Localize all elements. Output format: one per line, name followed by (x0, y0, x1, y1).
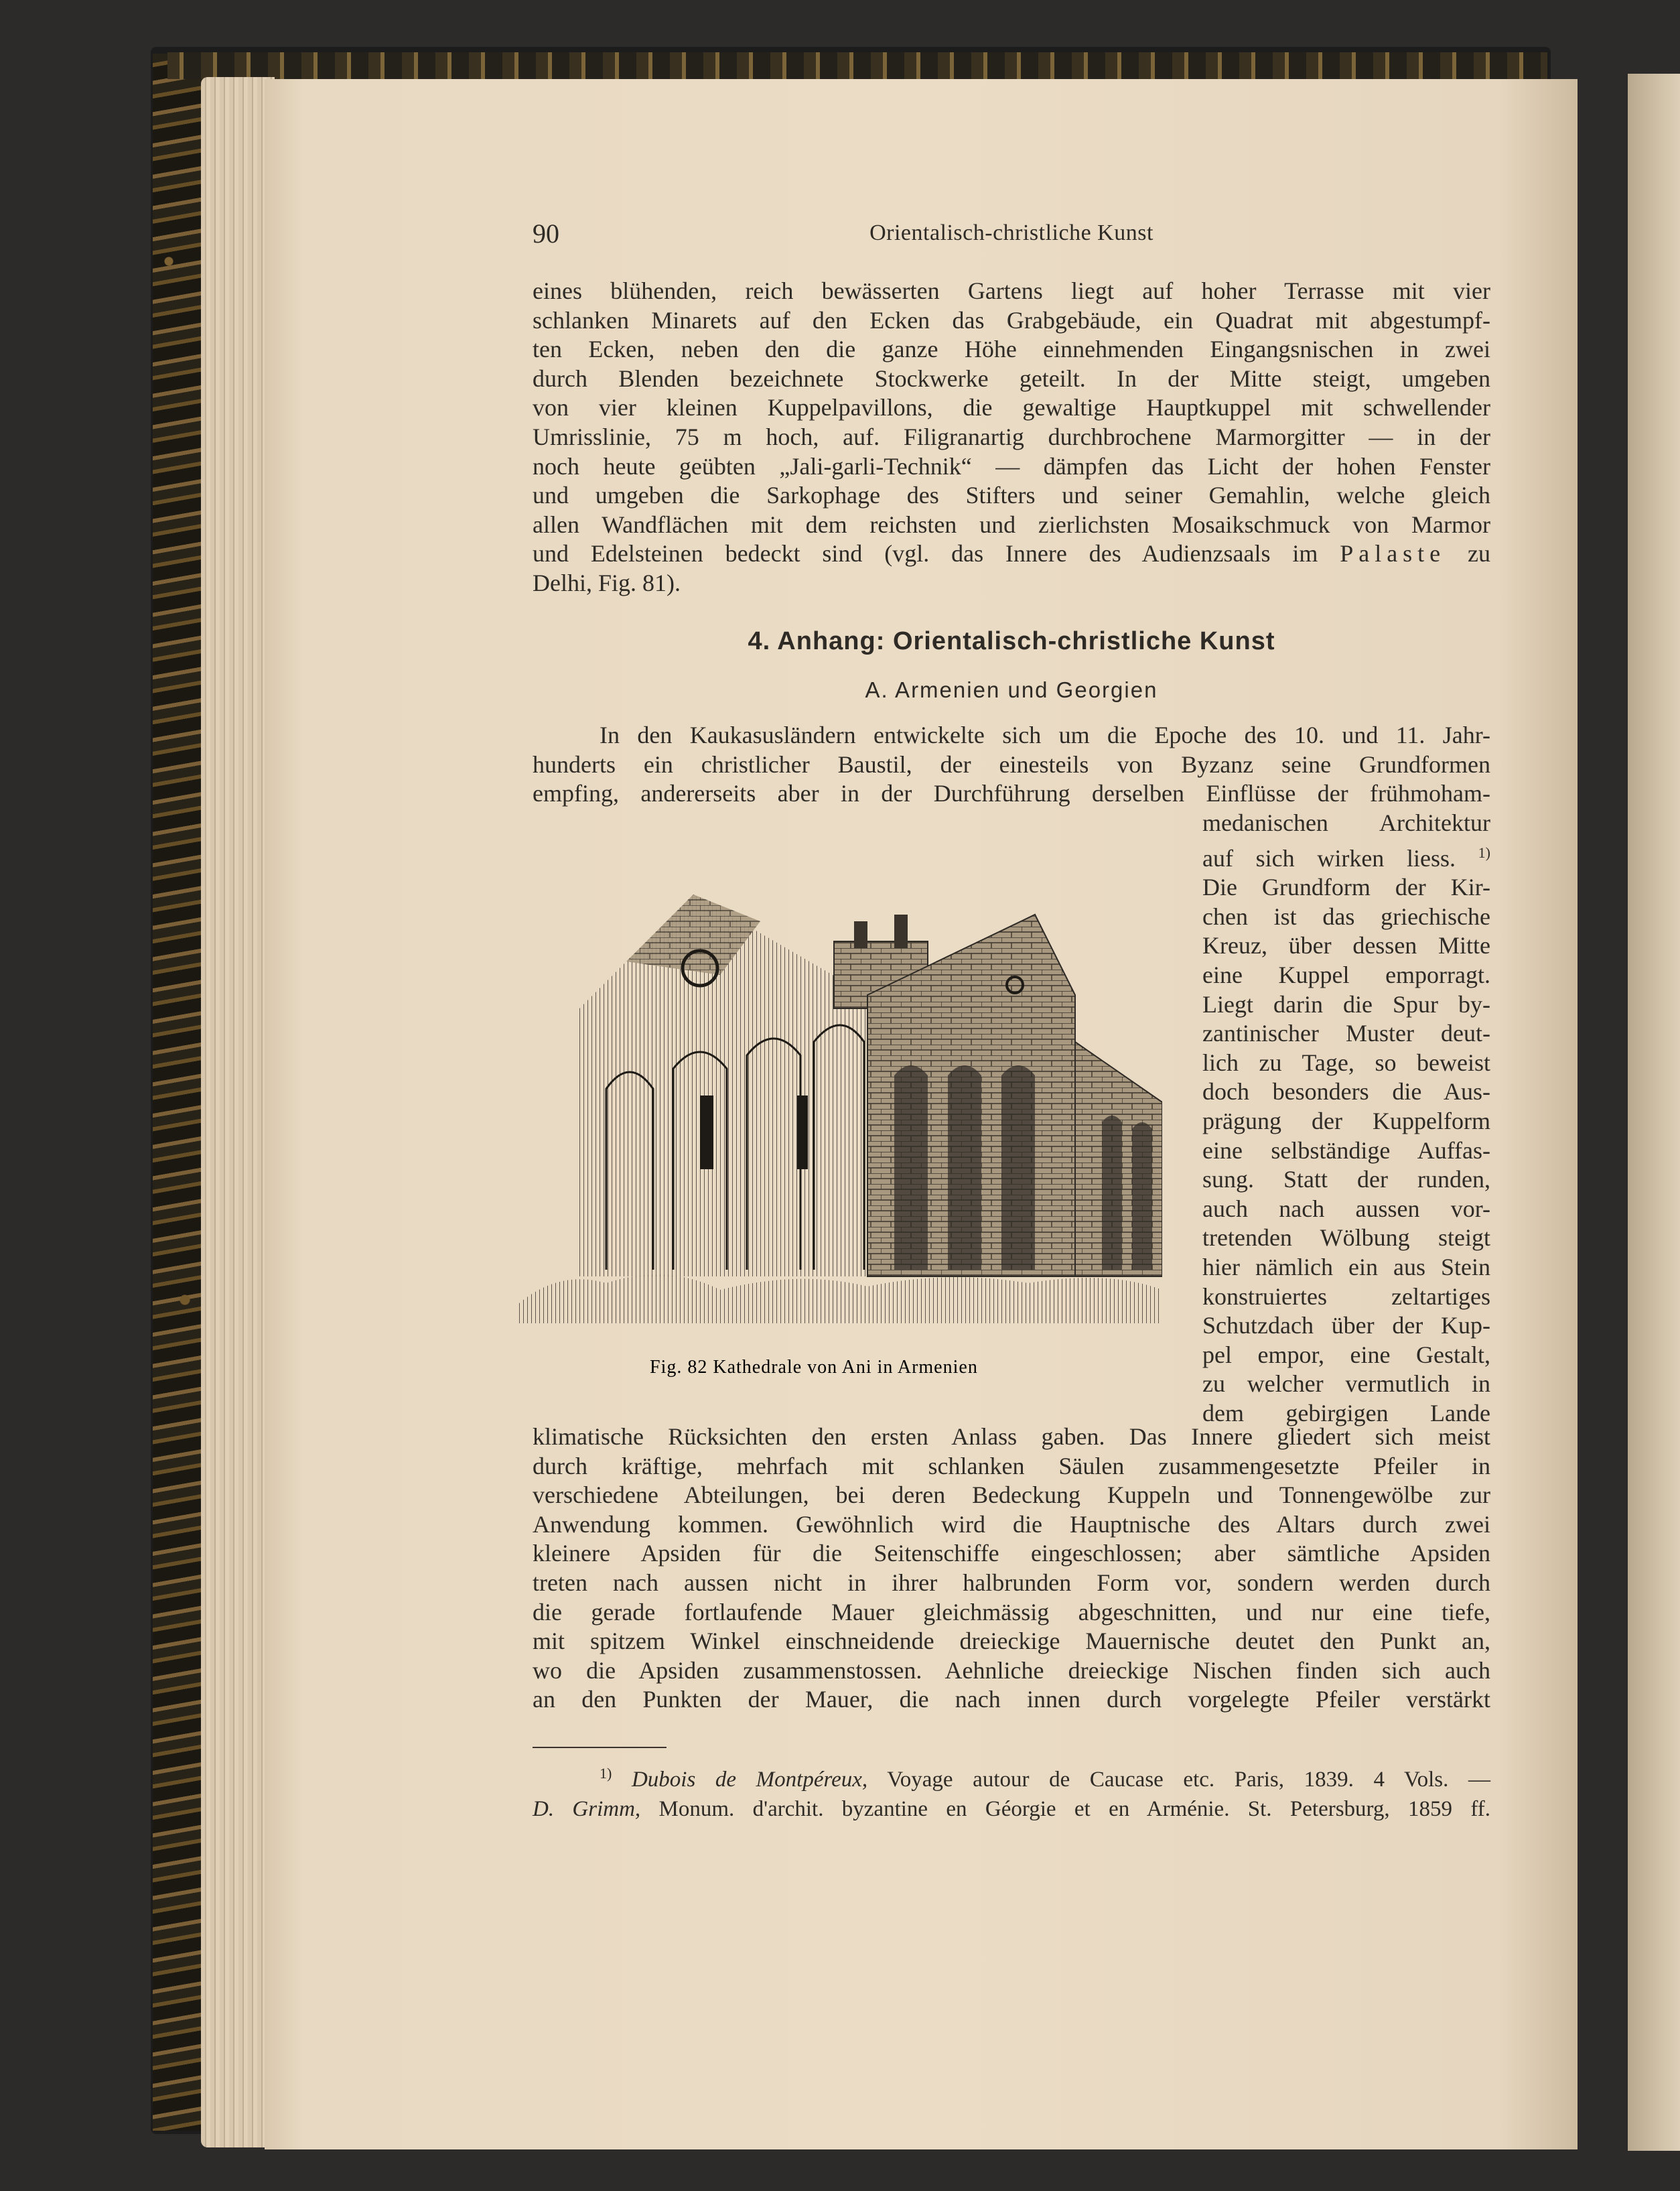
figure-caption: Fig. 82 Kathedrale von Ani in Armenien (650, 1357, 978, 1378)
text-line: Delhi, Fig. 81). (533, 569, 681, 596)
text-line: noch heute geübten „Jali-garli-Technik“ — dämpfen das Licht der hohen Fenster (533, 452, 1490, 480)
text-fragment: Schutzdach über der Kup- (1202, 1312, 1490, 1339)
text-line (1202, 1195, 1490, 1224)
text-line: ten Ecken, neben den die ganze Höhe einnehmenden Eingangsnischen in zwei (533, 336, 1490, 363)
text-line (1202, 1077, 1490, 1107)
text-line: treten nach aussen nicht in ihrer halbrunden Form vor, sondern werden durch (533, 1569, 1490, 1596)
paragraph-2-column (1202, 809, 1490, 1428)
text-line: kleinere Apsiden für die Seitenschiffe eingeschlossen; aber sämtliche Apsiden (533, 1540, 1490, 1567)
text-fragment: auf sich wirken liess. (1202, 844, 1456, 872)
text-line: In den Kaukasusländern entwickelte sich um die Epoche des 10. und 11. Jahr- (600, 722, 1490, 748)
paragraph-1 (533, 277, 1490, 598)
text-line (1202, 903, 1490, 932)
text-line: hunderts ein christlicher Baustil, der einesteils von Byzanz seine Grundformen (533, 750, 1490, 778)
text-line: wo die Apsiden zusammenstossen. Aehnliche dreieckige Nischen finden sich auch (533, 1656, 1490, 1684)
text-line (1202, 809, 1490, 838)
text-line (1202, 1370, 1490, 1399)
text-line (533, 539, 1490, 569)
facing-page-edge (1628, 74, 1680, 2151)
text-line: eines blühenden, reich bewässerten Gartens liegt auf hoher Terrasse mit vier (533, 277, 1490, 304)
text-line: empfing, andererseits aber in der Durchführung derselben Einflüsse der frühmoham- (533, 780, 1490, 807)
text-fragment: medanischen Architektur (1202, 809, 1490, 836)
text-line: an den Punkten der Mauer, die nach innen durch vorgelegte Pfeiler verstärkt (533, 1686, 1490, 1713)
text-line: die gerade fortlaufende Mauer gleichmässig abgeschnitten, und nur eine tiefe, (533, 1598, 1490, 1625)
text-line: und umgeben die Sarkophage des Stifters und seiner Gemahlin, welche gleich (533, 482, 1490, 509)
text-line (1202, 961, 1490, 990)
text-fragment: eine selbständige Auffas- (1202, 1136, 1490, 1164)
text-fragment: Liegt darin die Spur by- (1202, 990, 1490, 1018)
text-fragment: doch besonders die Aus- (1202, 1078, 1490, 1106)
text-line (1202, 1019, 1490, 1049)
text-line (1202, 1107, 1490, 1136)
footnote-text-1: Voyage autour de Caucase etc. Paris, 1839. 4 Vols. — (887, 1768, 1490, 1792)
text-line (1202, 1223, 1490, 1253)
running-head (533, 218, 1490, 251)
text-line (1202, 1253, 1490, 1282)
page-edges (201, 77, 275, 2147)
text-fragment: hier nämlich ein aus Stein (1202, 1253, 1490, 1280)
footnote (533, 1759, 1490, 1824)
text-line: von vier kleinen Kuppelpavillons, die gewaltige Hauptkuppel mit schwellender (533, 394, 1490, 421)
paragraph-2-intro (533, 721, 1490, 809)
text-fragment: auch nach aussen vor- (1202, 1195, 1490, 1222)
footnote-author-2: D. Grimm, (533, 1797, 641, 1821)
text-fragment: zantinischer Muster deut- (1202, 1020, 1490, 1047)
text-line (1202, 931, 1490, 961)
cathedral-engraving (519, 841, 1162, 1323)
footnote-reference: 1) (1478, 844, 1490, 861)
text-line: schlanken Minarets auf den Ecken das Grabgebäude, ein Quadrat mit abgestumpf- (533, 306, 1490, 334)
text-line (1202, 1049, 1490, 1078)
text-line (1202, 838, 1490, 874)
text-fragment: konstruiertes zeltartiges (1202, 1282, 1490, 1310)
text-line: durch kräftige, mehrfach mit schlanken Säulen zusammengesetzte Pfeiler in (533, 1452, 1490, 1479)
text-line (1202, 1341, 1490, 1370)
text-fragment: und Edelsteinen bedeckt sind (vgl. das Innere des Audienzsaals im (533, 540, 1318, 568)
text-line: allen Wandflächen mit dem reichsten und zierlichsten Mosaikschmuck von Marmor (533, 511, 1490, 538)
text-fragment: sung. Statt der runden, (1202, 1166, 1490, 1193)
text-fragment: zu (1468, 540, 1490, 568)
text-fragment: pel empor, eine Gestalt, (1202, 1341, 1490, 1368)
text-line (1202, 990, 1490, 1020)
subsection-heading: A. Armenien und Georgien (865, 677, 1158, 702)
text-line (1202, 873, 1490, 903)
text-fragment: eine Kuppel emporragt. (1202, 961, 1490, 988)
running-title: Orientalisch-christliche Kunst (869, 220, 1153, 245)
text-line: mit spitzem Winkel einschneidende dreieckige Mauernische deutet den Punkt an, (533, 1628, 1490, 1655)
spaced-word: Palaste (1340, 540, 1446, 568)
footnote-text-2: Monum. d'archit. byzantine en Géorgie et en Arménie. St. Petersburg, 1859 ff. (658, 1797, 1490, 1821)
footnote-author-1: Dubois de Montpéreux, (631, 1768, 868, 1792)
text-line (1202, 1165, 1490, 1195)
text-line: durch Blenden bezeichnete Stockwerke geteilt. In der Mitte steigt, umgeben (533, 364, 1490, 392)
footnote-marker: 1) (600, 1765, 612, 1782)
binding-top-edge (167, 52, 1547, 79)
text-fragment: prägung der Kuppelform (1202, 1107, 1490, 1134)
text-fragment: dem gebirgigen Lande (1202, 1399, 1490, 1426)
text-line: Umrisslinie, 75 m hoch, auf. Filigranartig durchbrochene Marmorgitter — in der (533, 423, 1490, 450)
text-fragment: tretenden Wölbung steigt (1202, 1224, 1490, 1252)
text-line: Anwendung kommen. Gewöhnlich wird die Hauptnische des Altars durch zwei (533, 1510, 1490, 1538)
page-number: 90 (533, 218, 559, 249)
text-line (1202, 1311, 1490, 1341)
text-line: klimatische Rücksichten den ersten Anlass gaben. Das Innere gliedert sich meist (533, 1423, 1490, 1450)
footnote-rule (533, 1747, 667, 1748)
text-fragment: lich zu Tage, so beweist (1202, 1049, 1490, 1076)
text-line (1202, 1136, 1490, 1166)
text-line: verschiedene Abteilungen, bei deren Bedeckung Kuppeln und Tonnengewölbe zur (533, 1481, 1490, 1509)
text-fragment: zu welcher vermutlich in (1202, 1370, 1490, 1398)
section-heading: 4. Anhang: Orientalisch-christliche Kunst (748, 627, 1275, 655)
text-line (1202, 1282, 1490, 1312)
text-fragment: Kreuz, über dessen Mitte (1202, 932, 1490, 959)
text-fragment: chen ist das griechische (1202, 903, 1490, 930)
paragraph-2-continued (533, 1422, 1490, 1715)
text-fragment: Die Grundform der Kir- (1202, 874, 1490, 901)
